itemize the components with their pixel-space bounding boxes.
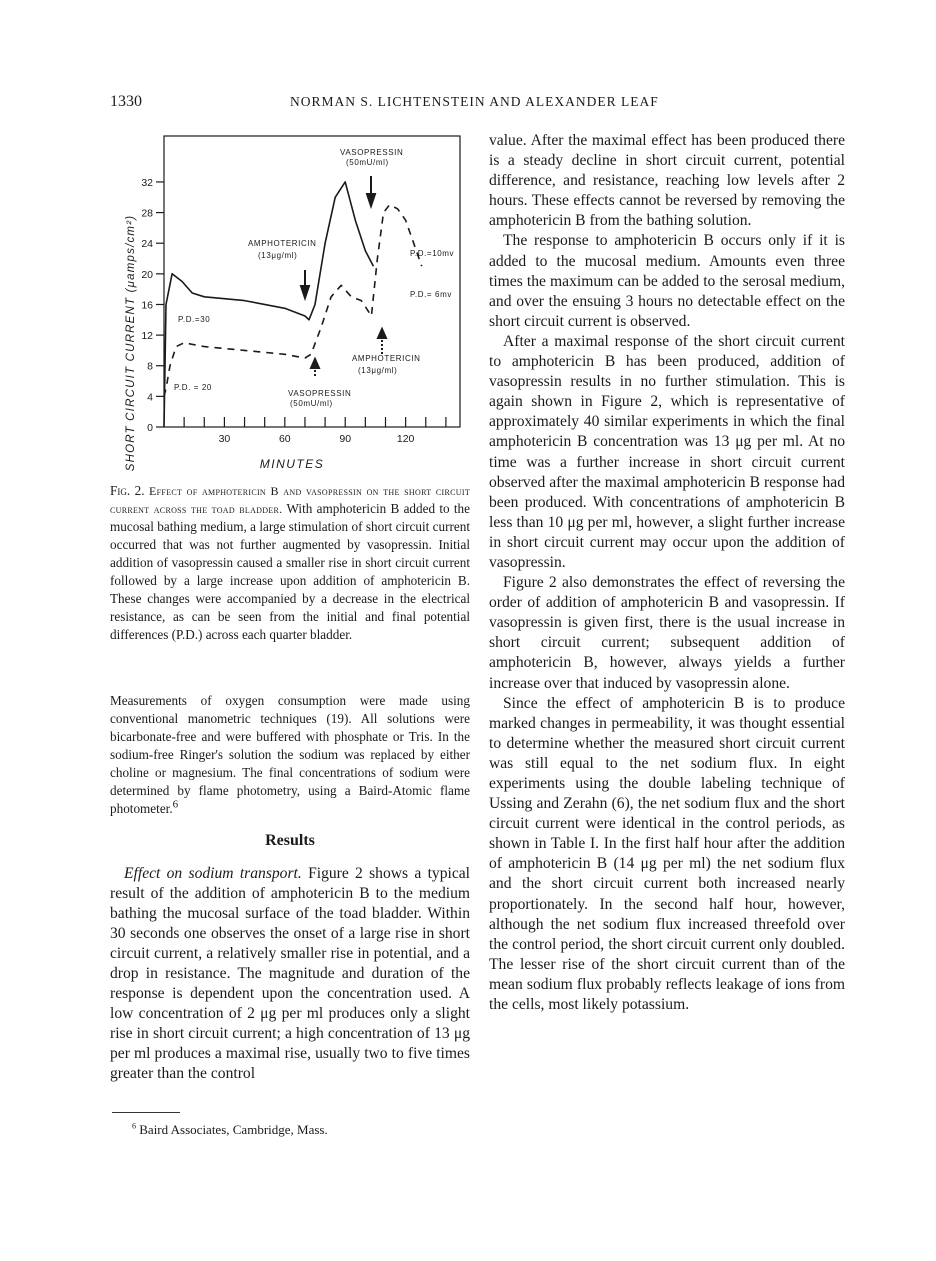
- arrow-amphotericin-right-head: [378, 329, 386, 338]
- paragraph-5: Since the effect of amphotericin B is to produce marked changes in permeability, it was thought essential to determine whether the measured short circuit current was still equal to the net sodium flux. In eight experiments using the double labeling technique of Ussing and Zerahn (6), the net sodium flux and the short circuit current were identical in the control periods, as shown in Table I. In the first half hour after the addition of amphotericin B (14 μg per ml) the net sodium flux and the short circuit current both increased nearly proportionately. In the second half hour, however, although the net sodium flux increased threefold over the control period, the short circuit current only doubled. The lesser rise of the short circuit current than of the mean sodium flux probably reflects leakage of ions from the cells, most likely potassium.: [489, 694, 845, 1014]
- methods-text: Measurements of oxygen consumption were made using conventional manometric techniques (19). All solutions were bicarbonate-free and were buffered with phosphate or Tris. In the sodium-free Ringer's solution the sodium was replaced by either choline or magnesium. The final concentrations of sodium were determined by flame photometry, using a Baird-Atomic flame photometer.: [110, 693, 470, 816]
- arrow-vasopressin-bottom-head: [311, 359, 319, 368]
- paragraph-1: value. After the maximal effect has been produced there is a steady decline in short circuit current, potential difference, and resistance, reaching low levels after 2 hours. These effects cannot be reversed by removing the amphotericin B from the bathing solution.: [489, 132, 845, 230]
- arrow-vasopressin-top-head: [367, 194, 375, 206]
- x-axis-title: MINUTES: [259, 457, 325, 471]
- methods-paragraph: [110, 692, 470, 818]
- paragraph-3: After a maximal response of the short circuit current to amphotericin B has been produced, addition of vasopressin results in no further stimulation. This is again shown in Figure 2, which is representative of approximately 40 similar experiments in which the final amphotericin B concentration was 13 μg per ml. At no time was a further increase in short circuit current observed after the maximal amphotericin B response had been produced. With concentrations of amphotericin B less than 10 μg per ml, however, a slight further increase in short circuit current may occur upon the addition of vasopressin.: [489, 332, 845, 571]
- label-pd-20: P.D. = 20: [174, 383, 212, 392]
- arrow-amphotericin-left-head: [301, 286, 309, 298]
- y-tick-label: 8: [147, 360, 153, 373]
- label-vasopressin-bottom-1: VASOPRESSIN: [288, 389, 352, 398]
- y-tick-label: 16: [141, 299, 153, 312]
- caption-text: With amphotericin B added to the mucosal bathing medium, a large stimulation of short circuit current occurred that was not further augmented by vasopressin. Initial addition of vasopressin caused a smaller rise in short circuit current followed by a large increase upon addition of amphotericin B. These changes were accompanied by a decrease in the electrical resistance, as can be seen from the initial and final potential differences (P.D.) across each quarter bladder.: [110, 501, 471, 642]
- footnote-marker: 6: [132, 1121, 136, 1131]
- label-pd-6: P.D.= 6mv: [410, 290, 452, 299]
- y-tick-label: 12: [141, 330, 153, 343]
- right-column: [489, 131, 845, 1015]
- y-axis-title: SHORT CIRCUIT CURRENT (μamps/cm²): [125, 214, 137, 472]
- y-tick-label: 28: [141, 207, 153, 220]
- y-tick-label: 24: [141, 238, 153, 251]
- figure-2: [110, 130, 470, 475]
- footnote-text: Baird Associates, Cambridge, Mass.: [139, 1122, 328, 1137]
- label-pd-30: P.D.=30: [178, 315, 211, 324]
- footnote-rule: [112, 1112, 180, 1113]
- paragraph-2: The response to amphotericin B occurs only if it is added to the mucosal medium. Amounts even three times the maximum can be added to the serosal medium, and over the ensuing 3 hours no detectable effect on the short circuit current is observed.: [489, 232, 845, 330]
- y-tick-label: 4: [147, 391, 153, 404]
- label-amphotericin-right-1: AMPHOTERICIN: [352, 354, 421, 363]
- running-title: NORMAN S. LICHTENSTEIN AND ALEXANDER LEAF: [290, 94, 659, 109]
- label-amphotericin-right-2: (13μg/ml): [358, 366, 398, 375]
- x-tick-label: 30: [218, 433, 231, 445]
- label-amphotericin-left-2: (13μg/ml): [258, 251, 298, 260]
- methods-footnote-ref: 6: [172, 798, 179, 811]
- results-subheading: Effect on sodium transport.: [124, 865, 302, 882]
- x-tick-label: 60: [278, 433, 291, 445]
- caption-label: Fig. 2.: [110, 483, 145, 498]
- x-tick-label: 90: [339, 433, 352, 445]
- label-pd-10: P.D.=10mv: [410, 249, 455, 258]
- label-amphotericin-left-1: AMPHOTERICIN: [248, 239, 317, 248]
- x-tick-label: 120: [396, 433, 415, 445]
- results-body: [110, 864, 470, 1084]
- label-vasopressin-top-2: (50mU/ml): [346, 158, 389, 167]
- caption-title: Effect of amphotericin B and vasopressin on the short circuit current across the toad bladder.: [110, 484, 470, 516]
- results-paragraph-text: Figure 2 shows a typical result of the addition of amphotericin B to the medium bathing the mucosal surface of the toad bladder. Within 30 seconds one observes the onset of a large rise in short circuit current, a relatively smaller rise in potential, and a drop in resistance. The magnitude and duration of the response is dependent upon the concentration used. A low concentration of 2 μg per ml produces only a slight rise in short circuit current; a high concentration of 13 μg per ml produces a maximal rise, usually two to five times greater than the control: [110, 865, 470, 1082]
- results-heading: Results: [265, 832, 315, 849]
- page-number: 1330: [110, 93, 142, 110]
- y-tick-label: 0: [147, 422, 153, 434]
- results-paragraph: [110, 864, 470, 1084]
- figure-caption: [110, 482, 470, 644]
- label-vasopressin-top-1: VASOPRESSIN: [340, 148, 404, 157]
- footnote: [132, 1122, 328, 1138]
- y-tick-label: 32: [141, 176, 153, 189]
- paragraph-4: Figure 2 also demonstrates the effect of reversing the order of addition of amphotericin B and vasopressin. If vasopressin is given first, there is the usual increase in short circuit current; subsequent addition of amphotericin B, however, always yields a further increase over that induced by vasopressin alone.: [489, 574, 845, 692]
- y-tick-label: 20: [141, 268, 153, 281]
- label-vasopressin-bottom-2: (50mU/ml): [290, 399, 333, 408]
- chart-svg: [110, 130, 470, 475]
